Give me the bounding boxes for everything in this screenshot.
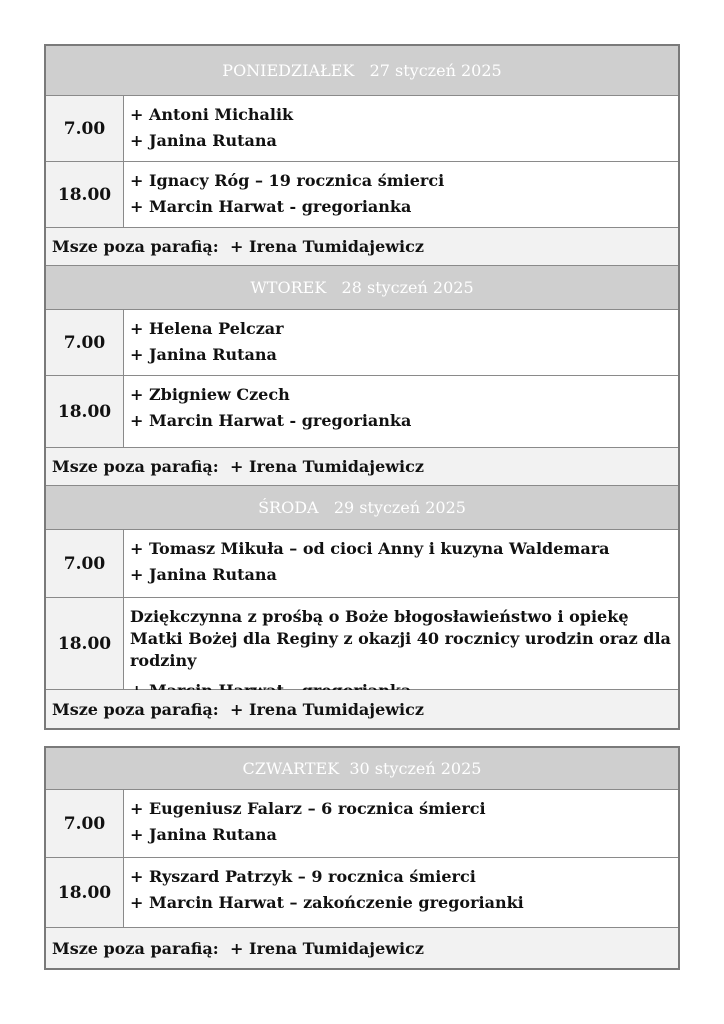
outside-masses-value: + Irena Tumidajewicz — [230, 938, 424, 958]
intentions — [124, 376, 678, 447]
schedule-table-2 — [44, 746, 680, 970]
intentions — [124, 790, 678, 857]
intentions — [124, 162, 678, 227]
mass-row — [46, 530, 678, 598]
intention: + Marcin Harwat – zakończenie gregorianki — [130, 893, 524, 912]
intentions — [124, 858, 678, 927]
day-header-tuesday: WTOREK 28 styczeń 2025 — [46, 266, 678, 310]
outside-masses-value: + Irena Tumidajewicz — [230, 699, 424, 719]
mass-row — [46, 790, 678, 858]
outside-masses-label: Msze poza parafią: — [52, 938, 219, 958]
schedule-table-1 — [44, 44, 680, 730]
outside-masses-row — [46, 690, 678, 728]
outside-masses-value: + Irena Tumidajewicz — [230, 237, 424, 256]
outside-masses-row — [46, 448, 678, 486]
day-header-thursday: CZWARTEK 30 styczeń 2025 — [46, 748, 678, 790]
intention: + Ryszard Patrzyk – 9 rocznica śmierci — [130, 867, 476, 886]
mass-row — [46, 376, 678, 448]
intention: Dziękczynna z prośbą o Boże błogosławieństwo i opiekę Matki Bożej dla Reginy z okazji 40 rocznicy urodzin oraz dla rodziny — [130, 607, 671, 670]
intention: + Antoni Michalik — [130, 105, 294, 124]
intention: + Zbigniew Czech — [130, 385, 290, 404]
intention: + Ignacy Róg – 19 rocznica śmierci — [130, 171, 445, 190]
outside-masses-label: Msze poza parafią: — [52, 457, 219, 476]
intentions — [124, 96, 678, 161]
intention: + Marcin Harwat - gregorianka — [130, 197, 412, 216]
intention: + Janina Rutana — [130, 825, 277, 844]
mass-row — [46, 858, 678, 928]
intention: + Janina Rutana — [130, 345, 277, 364]
mass-time: 18.00 — [46, 598, 124, 689]
intention: + Janina Rutana — [130, 131, 277, 150]
outside-masses-label: Msze poza parafią: — [52, 237, 219, 256]
intention: + Eugeniusz Falarz – 6 rocznica śmierci — [130, 799, 486, 818]
outside-masses-row — [46, 228, 678, 266]
mass-time: 18.00 — [46, 376, 124, 447]
mass-time: 7.00 — [46, 96, 124, 161]
day-header-monday: PONIEDZIAŁEK 27 styczeń 2025 — [46, 46, 678, 96]
mass-row — [46, 96, 678, 162]
mass-time: 7.00 — [46, 310, 124, 375]
intention: + Tomasz Mikuła – od cioci Anny i kuzyna Waldemara — [130, 539, 610, 558]
outside-masses-value: + Irena Tumidajewicz — [230, 457, 424, 476]
mass-time: 7.00 — [46, 790, 124, 857]
outside-masses-label: Msze poza parafią: — [52, 699, 219, 719]
mass-row — [46, 310, 678, 376]
intentions — [124, 530, 678, 597]
mass-time: 7.00 — [46, 530, 124, 597]
intention: + Janina Rutana — [130, 565, 277, 584]
intention: + Marcin Harwat - gregorianka — [130, 411, 412, 430]
outside-masses-row — [46, 928, 678, 968]
intentions — [124, 310, 678, 375]
intention: + Helena Pelczar — [130, 319, 284, 338]
intentions — [124, 598, 678, 689]
mass-time: 18.00 — [46, 162, 124, 227]
mass-time: 18.00 — [46, 858, 124, 927]
mass-row — [46, 598, 678, 690]
day-header-wednesday: ŚRODA 29 styczeń 2025 — [46, 486, 678, 530]
mass-row — [46, 162, 678, 228]
